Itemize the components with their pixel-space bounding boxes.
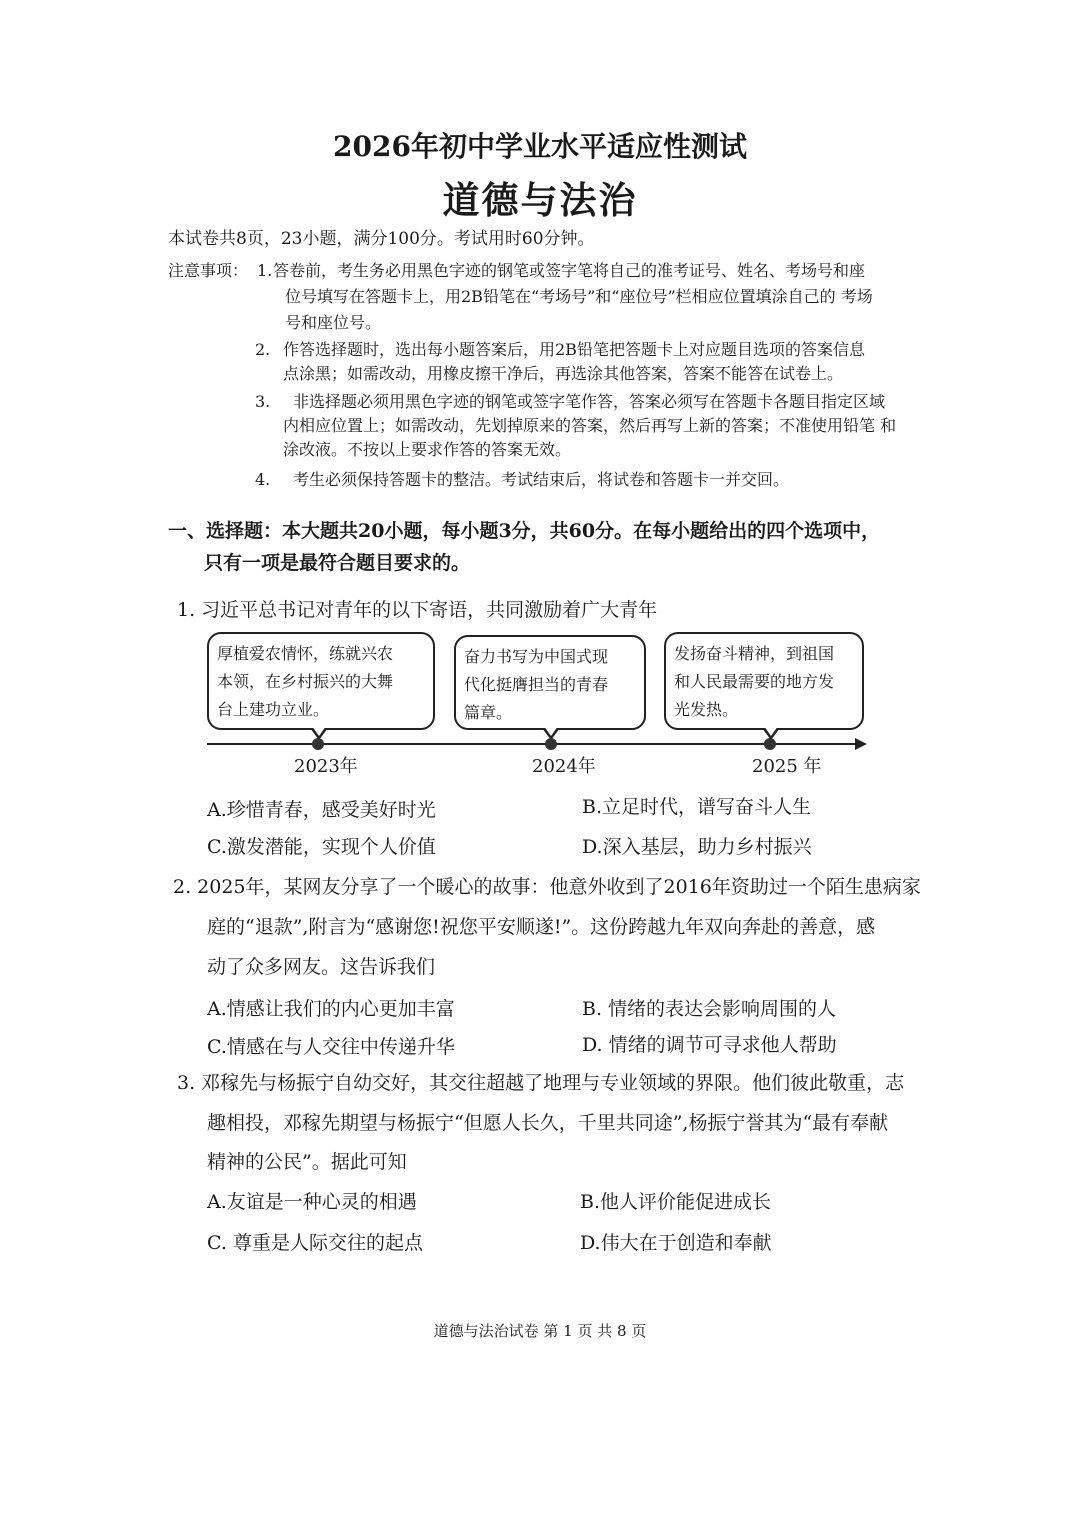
bubble-line: 和人民最需要的地方发: [674, 672, 835, 691]
note-line: 非选择题必须用黑色字迹的钢笔或签字笔作答，答案必须写在答题卡各题目指定区域: [293, 392, 886, 411]
note-line: 号和座位号。: [285, 313, 382, 332]
question-3-line: 趣相投，邓稼先期望与杨振宁“但愿人长久，千里共同途”,杨振宁誉其为“最有奉献: [207, 1112, 889, 1134]
note-number: 1.: [257, 261, 273, 280]
bubble-line: 发扬奋斗精神，到祖国: [674, 644, 835, 663]
bubble-line: 代化挺膺担当的青春: [464, 675, 609, 694]
timeline-dot: [764, 738, 776, 750]
q3-option-c: C. 尊重是人际交往的起点: [207, 1232, 423, 1254]
question-1-stem: 1. 习近平总书记对青年的以下寄语，共同激励着广大青年: [177, 599, 658, 621]
note-line: 位号填写在答题卡上，用2B铅笔在“考场号”和“座位号”栏相应位置填涂自己的 考场: [285, 287, 873, 306]
bubble-line: 厚植爱农情怀，练就兴农: [217, 644, 394, 663]
timeline-dot: [312, 738, 324, 750]
bubble-line: 篇章。: [464, 703, 513, 722]
q1-option-d: D.深入基层，助力乡村振兴: [582, 836, 812, 858]
note-4: [255, 467, 955, 495]
bubble-line: 光发热。: [674, 700, 739, 719]
exam-intro: 本试卷共8页，23小题，满分100分。考试用时60分钟。: [168, 229, 595, 249]
note-1: [257, 258, 957, 338]
bubble-line: 本领，在乡村振兴的大舞: [217, 672, 394, 691]
bubble-line: 奋力书写为中国式现: [464, 647, 609, 666]
timeline-year: 2025 年: [752, 756, 822, 777]
timeline-dot: [545, 738, 557, 750]
q3-option-a: A.友谊是一种心灵的相遇: [207, 1191, 417, 1213]
q1-option-b: B.立足时代，谱写奋斗人生: [582, 796, 812, 818]
notes-label: 注意事项：: [168, 261, 249, 280]
question-3-line: 3. 邓稼先与杨振宁自幼交好，其交往超越了地理与专业领域的界限。他们彼此敬重，志: [177, 1072, 905, 1094]
question-2-line: 庭的“退款”,附言为“感谢您!祝您平安顺遂!”。这份跨越九年双向奔赴的善意，感: [207, 916, 876, 938]
note-number: 4.: [255, 470, 271, 489]
timeline-arrow-icon: [855, 738, 867, 750]
question-3-line: 精神的公民”。据此可知: [207, 1151, 407, 1173]
question-2-line: 动了众多网友。这告诉我们: [207, 956, 436, 978]
bubble-line: 台上建功立业。: [217, 700, 330, 719]
q2-option-a: A.情感让我们的内心更加丰富: [207, 998, 455, 1020]
q1-option-c: C.激发潜能，实现个人价值: [207, 836, 436, 858]
note-line: 作答选择题时，选出每小题答案后，用2B铅笔把答题卡上对应题目选项的答案信息: [283, 340, 865, 359]
quote-bubble-2025: [664, 632, 864, 730]
q2-option-c: C.情感在与人交往中传递升华: [207, 1036, 455, 1058]
timeline-axis: [207, 743, 857, 745]
note-line: 涂改液。不按以上要求作答的答案无效。: [283, 440, 572, 459]
note-number: 3.: [255, 392, 271, 411]
section-heading-line: 只有一项是最符合题目要求的。: [204, 552, 471, 574]
section-heading: [168, 515, 958, 579]
note-number: 2.: [255, 340, 271, 359]
note-line: 点涂黑；如需改动，用橡皮擦干净后，再选涂其他答案，答案不能答在试卷上。: [283, 364, 844, 383]
q1-option-a: A.珍惜青春，感受美好时光: [207, 799, 436, 821]
question-2-line: 2. 2025年，某网友分享了一个暖心的故事：他意外收到了2016年资助过一个陌生患病家: [173, 876, 921, 898]
subject-title: 道德与法治: [442, 178, 638, 222]
page-footer: 道德与法治试卷 第 1 页 共 8 页: [433, 1322, 647, 1340]
timeline-year: 2024年: [532, 756, 596, 777]
q2-option-b: B. 情绪的表达会影响周围的人: [582, 998, 837, 1020]
note-line: 答卷前，考生务必用黑色字迹的钢笔或签字笔将自己的准考证号、姓名、考场号和座: [273, 261, 866, 280]
note-2: [255, 337, 955, 391]
note-line: 内相应位置上；如需改动，先划掉原来的答案，然后再写上新的答案；不准使用铅笔 和: [283, 416, 897, 435]
section-heading-line: 一、选择题：本大题共20小题，每小题3分，共60分。在每小题给出的四个选项中，: [168, 520, 881, 542]
exam-title: 2026年初中学业水平适应性测试: [333, 130, 747, 163]
quote-bubble-2024: [454, 635, 646, 730]
timeline-year: 2023年: [294, 756, 358, 777]
q2-option-d: D. 情绪的调节可寻求他人帮助: [582, 1034, 837, 1056]
note-line: 考生必须保持答题卡的整洁。考试结束后，将试卷和答题卡一并交回。: [293, 470, 790, 489]
quote-bubble-2023: [207, 632, 435, 730]
note-3: [255, 389, 955, 469]
q3-option-b: B.他人评价能促进成长: [580, 1191, 772, 1213]
q3-option-d: D.伟大在于创造和奉献: [580, 1232, 772, 1254]
